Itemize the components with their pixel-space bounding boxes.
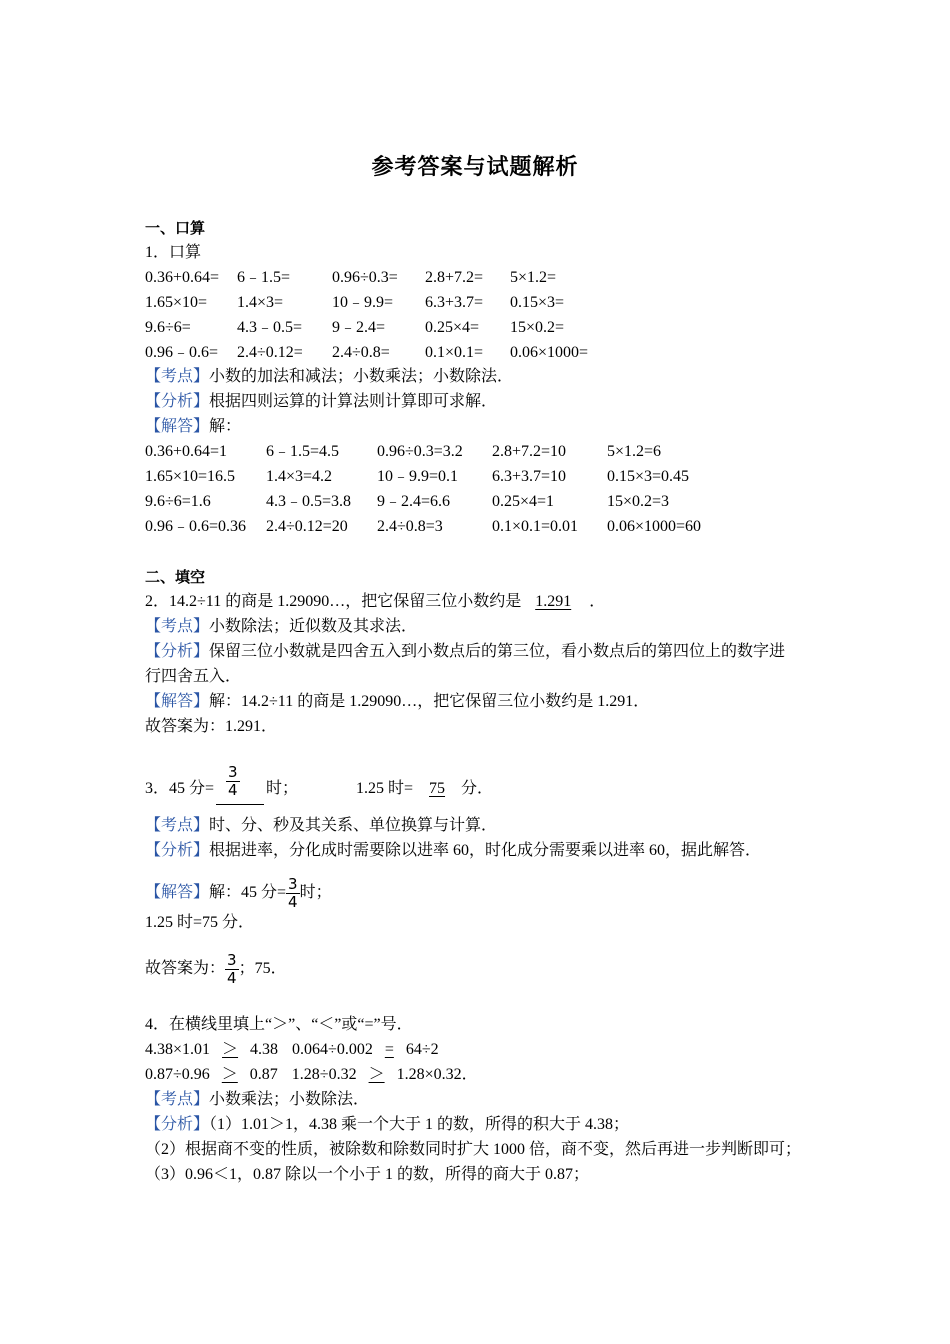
- oral-answer-r2-c1: 1.65×10=16.5: [145, 468, 236, 485]
- q2-kaodian: 【考点】小数除法；近似数及其求法．: [145, 618, 418, 635]
- oral-problem-r1-c1: 0.36+0.64=: [145, 269, 220, 286]
- q1-kaodian: 【考点】小数的加法和减法；小数乘法；小数除法．: [145, 368, 514, 385]
- oral-problem-r1-c4: 2.8+7.2=: [425, 269, 484, 286]
- oral-answer-r1-c3: 0.96÷0.3=3.2: [377, 443, 463, 460]
- oral-problem-r1-c2: 6﹣1.5=: [237, 269, 291, 286]
- q3-unit-hour: 时；: [266, 780, 299, 797]
- q3-answer-fraction: $\frac{3}{4}$: [227, 951, 237, 987]
- oral-problem-r2-c3: 10﹣9.9=: [332, 294, 394, 311]
- oral-answer-r3-c2: 4.3﹣0.5=3.8: [266, 493, 352, 510]
- q3-stem-pre: 3．45 分=: [145, 780, 215, 797]
- q4-blank-4: ＞: [368, 1066, 385, 1083]
- q4-row-2: 0.87÷0.96 ＞ 0.87 1.28÷0.32 ＞ 1.28×0.32．: [145, 1066, 478, 1083]
- oral-problem-r3-c4: 0.25×4=: [425, 319, 480, 336]
- q4-blank-1: ＞: [222, 1041, 239, 1058]
- oral-problem-r4-c3: 2.4÷0.8=: [332, 344, 390, 361]
- oral-answer-r3-c3: 9﹣2.4=6.6: [377, 493, 451, 510]
- oral-answer-r1-c2: 6﹣1.5=4.5: [266, 443, 340, 460]
- q3-stem-mid: 1.25 时= 75 分．: [356, 780, 494, 797]
- oral-answer-r2-c4: 6.3+3.7=10: [492, 468, 567, 485]
- oral-problem-r2-c5: 0.15×3=: [510, 294, 565, 311]
- oral-answer-r2-c2: 1.4×3=4.2: [266, 468, 333, 485]
- oral-answer-r1-c5: 5×1.2=6: [607, 443, 662, 460]
- oral-problem-r3-c3: 9﹣2.4=: [332, 319, 386, 336]
- oral-problem-r4-c5: 0.06×1000=: [510, 344, 589, 361]
- oral-answer-r4-c3: 2.4÷0.8=3: [377, 518, 443, 535]
- oral-problem-r3-c2: 4.3﹣0.5=: [237, 319, 303, 336]
- oral-answer-r3-c1: 9.6÷6=1.6: [145, 493, 211, 510]
- oral-answer-r3-c4: 0.25×4=1: [492, 493, 555, 510]
- q4-fenxi-3: （3）0.96＜1，0.87 除以一个小于 1 的数，所得的商大于 0.87；: [145, 1166, 590, 1183]
- oral-answer-r3-c5: 15×0.2=3: [607, 493, 670, 510]
- oral-problem-r2-c2: 1.4×3=: [237, 294, 284, 311]
- q2-fenxi: 【分析】保留三位小数就是四舍五入到小数点后的第三位，看小数点后的第四位上的数字进: [145, 643, 786, 660]
- q4-fenxi-2: （2）根据商不变的性质，被除数和除数同时扩大 1000 倍，商不变，然后再进一步判断即可；: [145, 1141, 802, 1158]
- question-2-stem: 2．14.2÷11 的商是 1.29090…，把它保留三位小数约是 1.291 ．: [145, 593, 606, 610]
- section-1-heading: 一、口算: [145, 219, 206, 237]
- oral-problem-r1-c3: 0.96÷0.3=: [332, 269, 398, 286]
- oral-problem-r1-c5: 5×1.2=: [510, 269, 557, 286]
- oral-answer-r1-c4: 2.8+7.2=10: [492, 443, 567, 460]
- q4-kaodian: 【考点】小数乘法；小数除法．: [145, 1091, 370, 1108]
- oral-problem-r4-c4: 0.1×0.1=: [425, 344, 484, 361]
- section-2-heading: 二、填空: [145, 568, 206, 586]
- q3-jieda: 【解答】解：45 分= $\frac{3}{4}$ 时；: [145, 875, 332, 911]
- q3-jieda-fraction: $\frac{3}{4}$: [288, 875, 298, 911]
- jieda-label: 【解答】: [145, 418, 210, 435]
- q3-fenxi: 【分析】根据进率，分化成时需要除以进率 60，时化成分需要乘以进率 60，据此解答．: [145, 842, 762, 859]
- q4-blank-3: ＞: [221, 1066, 238, 1083]
- oral-problem-r3-c1: 9.6÷6=: [145, 319, 191, 336]
- fenxi-label: 【分析】: [145, 393, 210, 410]
- kaodian-label: 【考点】: [145, 368, 210, 385]
- q4-row-1: 4.38×1.01 ＞ 4.38 0.064÷0.002 = 64÷2: [145, 1041, 439, 1058]
- oral-answer-r4-c5: 0.06×1000=60: [607, 518, 702, 535]
- page-title: 参考答案与试题解析: [371, 155, 579, 180]
- q2-fenxi-cont: 行四舍五入．: [145, 668, 242, 685]
- oral-answer-r4-c1: 0.96﹣0.6=0.36: [145, 518, 247, 535]
- q3-line2: 1.25 时=75 分．: [145, 914, 255, 931]
- q2-answer-blank: 1.291: [535, 593, 572, 610]
- question-4-stem: 4．在横线里填上“＞”、“＜”或“=”号．: [145, 1016, 413, 1033]
- q3-answer-blank-2: 75: [429, 780, 446, 797]
- q3-kaodian: 【考点】时、分、秒及其关系、单位换算与计算．: [145, 817, 498, 834]
- oral-answer-r2-c5: 0.15×3=0.45: [607, 468, 690, 485]
- oral-answer-r4-c4: 0.1×0.1=0.01: [492, 518, 579, 535]
- q2-answer: 故答案为：1.291．: [145, 718, 278, 735]
- q3-fraction: $\frac{3}{4}$: [228, 763, 238, 799]
- q3-answer: 故答案为： $\frac{3}{4}$ ；75．: [145, 951, 287, 987]
- oral-problem-r2-c4: 6.3+3.7=: [425, 294, 484, 311]
- oral-problem-r4-c2: 2.4÷0.12=: [237, 344, 303, 361]
- q2-jieda: 【解答】解：14.2÷11 的商是 1.29090…，把它保留三位小数约是 1.291．: [145, 693, 650, 710]
- q1-jieda: 【解答】解：: [145, 418, 242, 435]
- q3-answer-blank-line: [216, 804, 264, 805]
- oral-problem-r2-c1: 1.65×10=: [145, 294, 208, 311]
- oral-answer-r1-c1: 0.36+0.64=1: [145, 443, 228, 460]
- q4-fenxi: 【分析】（1）1.01＞1，4.38 乘一个大于 1 的数，所得的积大于 4.38；: [145, 1116, 630, 1133]
- question-1-stem: 1．口算: [145, 244, 202, 261]
- oral-problem-r3-c5: 15×0.2=: [510, 319, 565, 336]
- oral-answer-r4-c2: 2.4÷0.12=20: [266, 518, 348, 535]
- oral-answer-r2-c3: 10﹣9.9=0.1: [377, 468, 459, 485]
- q4-blank-2: =: [384, 1041, 394, 1058]
- oral-problem-r4-c1: 0.96﹣0.6=: [145, 344, 219, 361]
- q1-fenxi: 【分析】根据四则运算的计算法则计算即可求解．: [145, 393, 498, 410]
